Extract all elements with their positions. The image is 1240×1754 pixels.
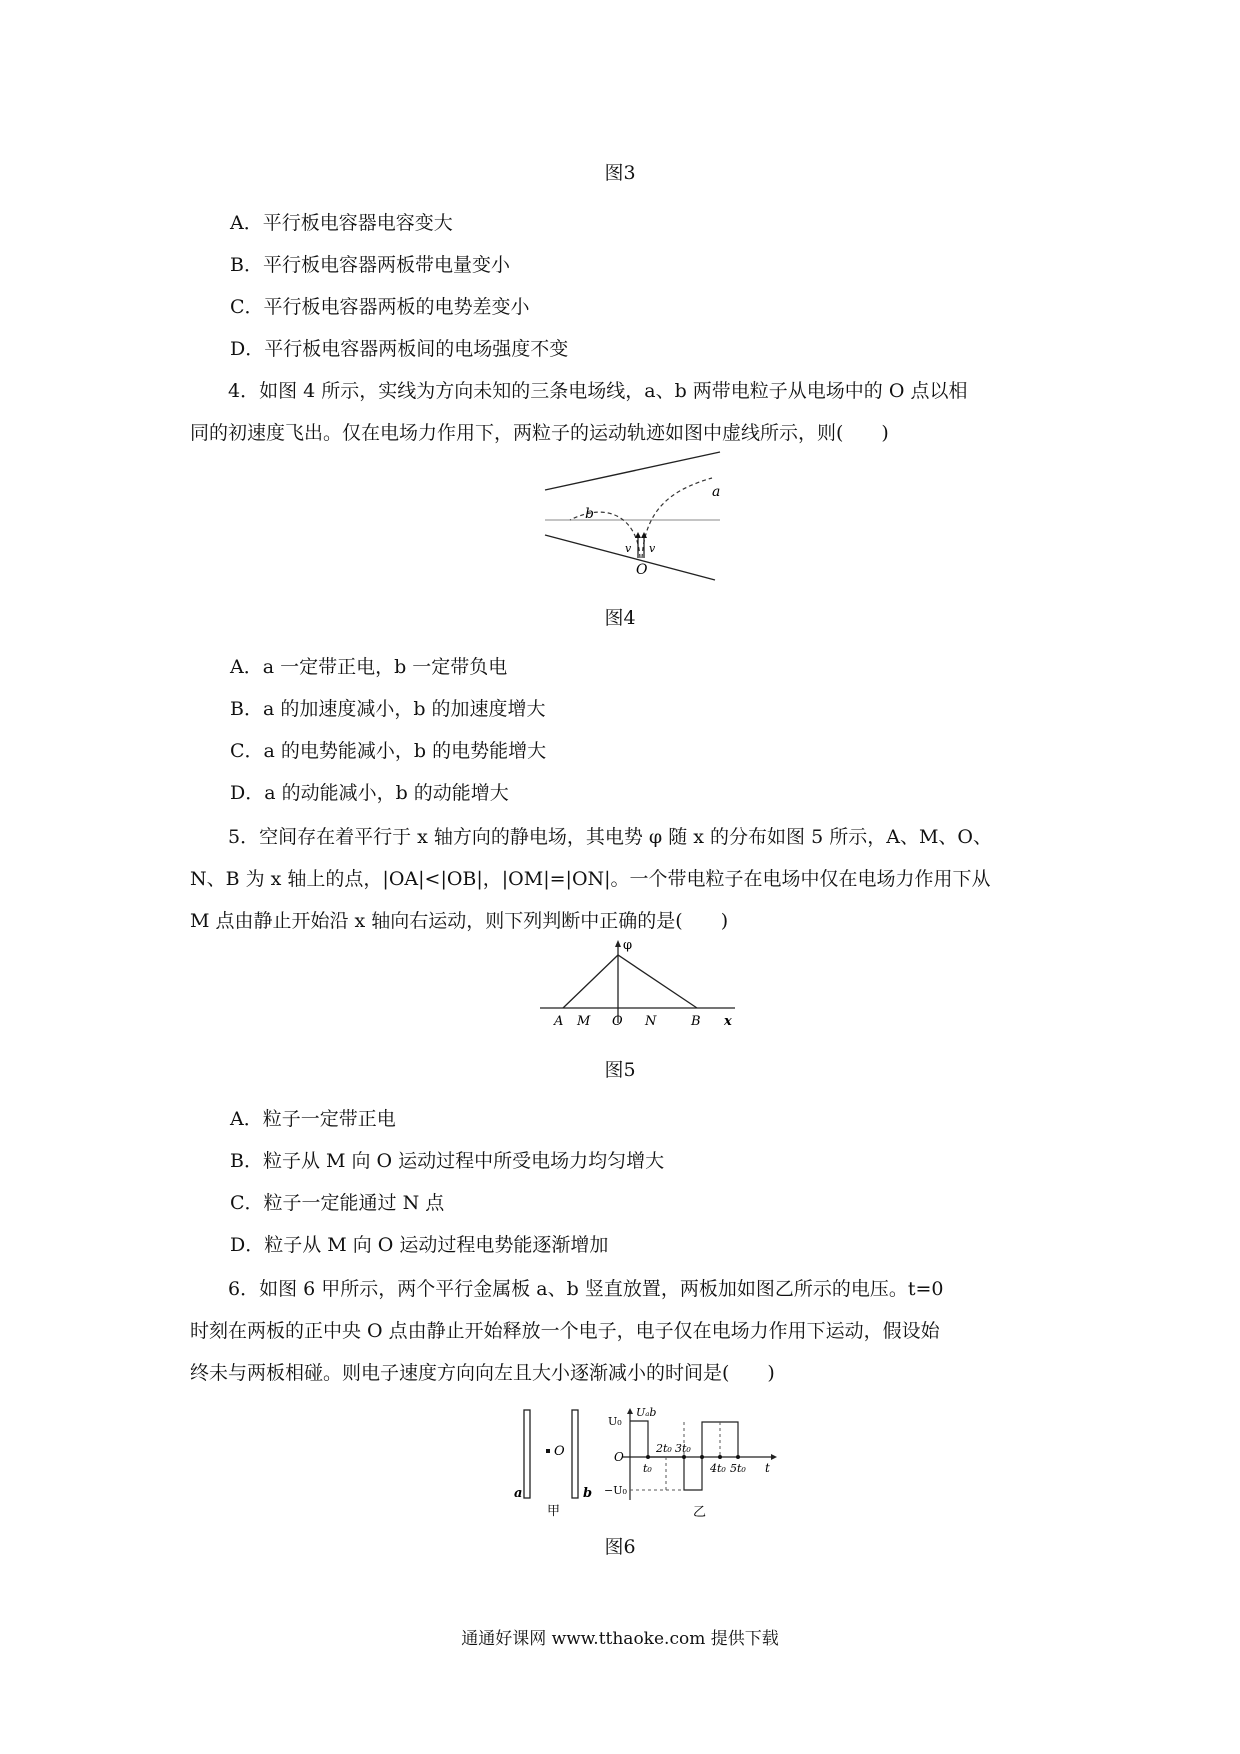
q5-stem-line-3: M 点由静止开始沿 x 轴向右运动，则下列判断中正确的是( ) (190, 910, 729, 932)
q4-stem-line-1: 4．如图 4 所示，实线为方向未知的三条电场线，a、b 两带电粒子从电场中的 O 点以相 (228, 380, 968, 402)
label-b: b (585, 506, 594, 522)
label-3t0: 3t₀ (675, 1442, 691, 1455)
label-B: B (691, 1014, 701, 1029)
figure-4-caption: 图4 (604, 607, 636, 629)
q3-option-c: C．平行板电容器两板的电势差变小 (230, 296, 530, 318)
label-t: t (765, 1461, 770, 1475)
label-4t0: 4t₀ (710, 1462, 726, 1475)
label-N: N (645, 1014, 657, 1029)
velocity-arrowhead-b (635, 532, 641, 538)
figure-5-graph (535, 935, 745, 1030)
tick-dot-4t0 (718, 1455, 722, 1459)
figure-6-caption: 图6 (604, 1536, 636, 1558)
q6-stem-line-3: 终未与两板相碰。则电子速度方向向左且大小逐渐减小的时间是( ) (190, 1362, 775, 1384)
field-line-top (545, 452, 720, 490)
tick-dot-3t0 (682, 1455, 686, 1459)
label-v-left: v (625, 542, 632, 555)
label-o-jia: O (554, 1444, 565, 1459)
q3-option-b: B．平行板电容器两板带电量变小 (230, 254, 510, 276)
tick-dot-t0 (646, 1455, 650, 1459)
q5-stem-line-1: 5．空间存在着平行于 x 轴方向的静电场，其电势 φ 随 x 的分布如图 5 所示，A、M、O、 (228, 826, 992, 848)
point-o-marker (546, 1449, 550, 1453)
label-jia: 甲 (547, 1504, 561, 1519)
q4-stem (190, 370, 1050, 454)
label-o: O (636, 562, 648, 578)
q5-option-b: B．粒子从 M 向 O 运动过程中所受电场力均匀增大 (230, 1150, 665, 1172)
q5-stem-line-2: N、B 为 x 轴上的点，|OA|<|OB|，|OM|=|ON|。一个带电粒子在电场中仅在电场力作用下从 (190, 868, 991, 890)
q4-option-d: D．a 的动能减小，b 的动能增大 (230, 782, 509, 804)
q5-option-a: A．粒子一定带正电 (230, 1108, 396, 1130)
footer-source: 通通好课网 www.tthaoke.com 提供下载 (461, 1629, 779, 1649)
q4-option-b: B．a 的加速度减小，b 的加速度增大 (230, 698, 546, 720)
q5-option-c: C．粒子一定能通过 N 点 (230, 1192, 445, 1214)
label-a: a (712, 484, 721, 500)
potential-curve (563, 955, 697, 1008)
figure-4-diagram (540, 450, 730, 590)
label-origin: O (614, 1450, 624, 1464)
label-yi: 乙 (693, 1505, 707, 1520)
phi-axis-arrow (615, 940, 621, 947)
q5-option-d: D．粒子从 M 向 O 运动过程电势能逐渐增加 (230, 1234, 609, 1256)
figure-6-diagram (505, 1405, 785, 1520)
figure-6-jia (514, 1410, 592, 1519)
q4-stem-line-2: 同的初速度飞出。仅在电场力作用下，两粒子的运动轨迹如图中虚线所示，则( ) (190, 422, 889, 444)
voltage-segment-3 (702, 1422, 738, 1457)
label-A: A (554, 1014, 564, 1029)
tick-dot-35t0 (700, 1455, 704, 1459)
label-v-right: v (649, 542, 656, 555)
q5-stem (190, 816, 1050, 942)
q6-stem-line-2: 时刻在两板的正中央 O 点由静止开始释放一个电子，电子仅在电场力作用下运动，假设始 (190, 1320, 940, 1342)
voltage-segment-2 (648, 1457, 702, 1490)
label-5t0: 5t₀ (730, 1462, 746, 1475)
label-t0: t₀ (643, 1462, 652, 1475)
q3-option-a: A．平行板电容器电容变大 (230, 212, 453, 234)
label-neg-u0: −U₀ (604, 1484, 627, 1497)
label-plate-a: a (514, 1486, 523, 1501)
q6-stem-line-1: 6．如图 6 甲所示，两个平行金属板 a、b 竖直放置，两板加如图乙所示的电压。t=0 (228, 1278, 944, 1300)
plate-b (572, 1410, 578, 1498)
plate-a (524, 1410, 530, 1498)
label-u0: U₀ (608, 1415, 622, 1428)
figure-6-yi (604, 1406, 777, 1520)
label-x: x (724, 1014, 732, 1029)
voltage-segment-1 (630, 1421, 648, 1457)
figure-5-caption: 图5 (604, 1059, 636, 1081)
u-axis-arrow (627, 1408, 633, 1414)
tick-dot-5t0 (736, 1455, 740, 1459)
q4-option-a: A．a 一定带正电，b 一定带负电 (230, 656, 508, 678)
figure-3-caption: 图3 (604, 162, 636, 184)
label-2t0: 2t₀ (656, 1442, 672, 1455)
q6-stem (190, 1268, 1050, 1394)
label-O: O (612, 1014, 623, 1029)
label-plate-b: b (583, 1486, 593, 1501)
q4-option-c: C．a 的电势能减小，b 的电势能增大 (230, 740, 547, 762)
label-M: M (577, 1014, 591, 1029)
t-axis-arrow (771, 1454, 777, 1460)
label-phi: φ (623, 938, 633, 953)
q3-option-d: D．平行板电容器两板间的电场强度不变 (230, 338, 569, 360)
label-uab: Uₐb (636, 1406, 657, 1419)
